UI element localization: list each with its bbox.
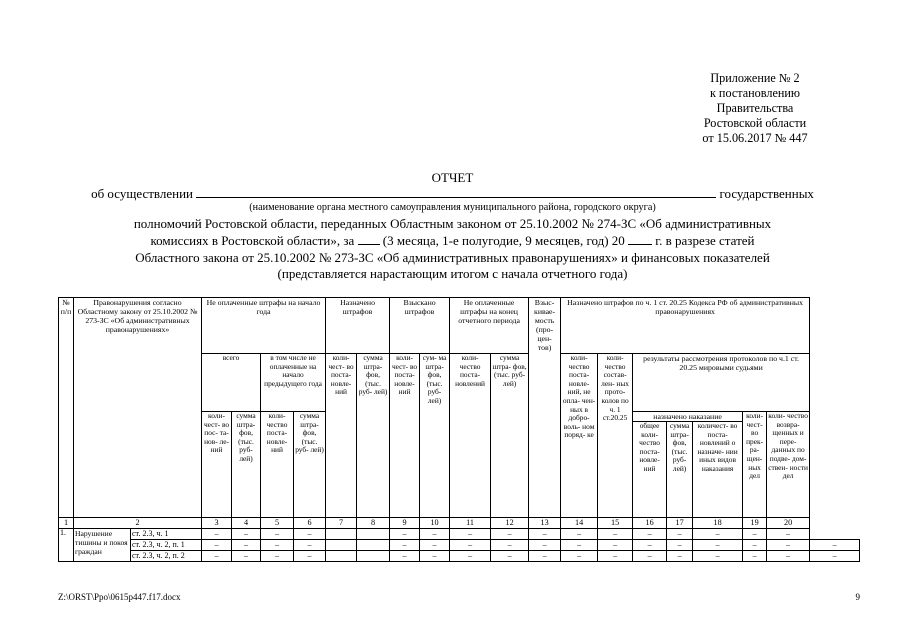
- header-total: всего: [202, 354, 261, 412]
- report-line-3: [0, 233, 905, 249]
- table-cell: –: [202, 540, 232, 551]
- header-unpaid-start-count: коли- чест- во пос- та- нов- ле- ний: [202, 412, 232, 518]
- table-cell: [357, 551, 390, 562]
- table-cell: –: [491, 529, 529, 540]
- table-cell: –: [202, 551, 232, 562]
- col-number: 12: [491, 518, 529, 529]
- appendix-line-5: от 15.06.2017 № 447: [702, 131, 808, 145]
- appendix-line-1: Приложение № 2: [710, 71, 800, 85]
- report-title: ОТЧЕТ: [431, 170, 474, 185]
- header-transferred: коли- чество возвра- щенных и пере- данных по подве- дом- ствен- ности дел: [767, 412, 810, 518]
- table-cell: –: [529, 529, 561, 540]
- header-collected-sum: сум- ма штра- фов, (тыс. руб- лей): [420, 354, 450, 518]
- table-row: [59, 529, 860, 540]
- row-article: ст. 2.3, ч. 2, п. 2: [131, 551, 202, 562]
- col-number: 16: [633, 518, 667, 529]
- table-cell: –: [294, 529, 326, 540]
- table-cell: –: [693, 551, 743, 562]
- report-line-3-a: комиссиях в Ростовской области», за: [150, 233, 355, 248]
- table-cell: –: [294, 551, 326, 562]
- header-assigned-count: коли- чест- во поста- новле- ний: [326, 354, 357, 518]
- table-cell: –: [450, 529, 491, 540]
- header-assigned-sum: сумма штра- фов, (тыс. руб- лей): [357, 354, 390, 518]
- header-terminated: коли- чест- во прек- ра- щен- ных дел: [743, 412, 767, 518]
- report-line-2: полномочий Ростовской области, переданных Областным законом от 25.10.2002 № 274-ЗС «Об административных: [133, 216, 772, 231]
- header-num: № п/п: [59, 298, 74, 518]
- col-number: 5: [261, 518, 294, 529]
- year-blank: [628, 233, 652, 245]
- col-number: 9: [390, 518, 420, 529]
- table-cell: [326, 540, 357, 551]
- table-cell: –: [767, 551, 810, 562]
- header-other-penalty: количест- во поста- новлений о назначе- нии иных видов наказания: [693, 422, 743, 518]
- header-penalty: назначено наказание: [633, 412, 743, 422]
- header-offense: Правонарушения согласно Областному закону от 25.10.2002 № 273-ЗС «Об административных правонарушениях»: [74, 298, 202, 518]
- header-unpaid-end-count: коли- чество поста- новлений: [450, 354, 491, 518]
- table-cell: –: [261, 540, 294, 551]
- table-cell: –: [529, 540, 561, 551]
- table-cell: –: [667, 529, 693, 540]
- table-cell: –: [202, 529, 232, 540]
- col-number: 10: [420, 518, 450, 529]
- table-cell: –: [693, 540, 743, 551]
- row-num: 1.: [59, 529, 74, 562]
- table-cell: –: [667, 540, 693, 551]
- header-incl-prev: в том числе не оплаченные на начало предыдущего года: [261, 354, 326, 412]
- table-cell: –: [810, 551, 860, 562]
- appendix-block: [660, 71, 850, 146]
- col-number: 17: [667, 518, 693, 529]
- col-number: 20: [767, 518, 810, 529]
- table-cell: –: [743, 540, 767, 551]
- col-number: 6: [294, 518, 326, 529]
- header-penalty-count: общее коли- чество поста- новле- ний: [633, 422, 667, 518]
- col-number: 4: [232, 518, 261, 529]
- header-unpaid-voluntary: коли- чество поста- новле- ний, не опла- чен- ных в добро- воль- ном поряд- ке: [561, 354, 598, 518]
- table-cell: –: [598, 551, 633, 562]
- report-line-1-caption: (наименование органа местного самоуправления муниципального района, городского округа): [249, 202, 656, 213]
- table-cell: –: [420, 529, 450, 540]
- report-line-1-left: об осуществлении: [91, 186, 193, 201]
- col-number: 18: [693, 518, 743, 529]
- table-cell: –: [529, 551, 561, 562]
- col-number: 7: [326, 518, 357, 529]
- table-cell: –: [693, 529, 743, 540]
- header-unpaid-end-sum: сумма штра- фов, (тыс. руб- лей): [491, 354, 529, 518]
- appendix-line-2: к постановлению: [709, 86, 801, 100]
- col-number: 3: [202, 518, 232, 529]
- col-number: 11: [450, 518, 491, 529]
- table-cell: –: [294, 540, 326, 551]
- header-court-results: результаты рассмотрения протоколов по ч.1 ст. 20.25 мировыми судьями: [633, 354, 810, 412]
- row-article: ст. 2.3, ч. 1: [131, 529, 202, 540]
- col-number: 19: [743, 518, 767, 529]
- col-number: 2: [74, 518, 202, 529]
- table-cell: [357, 529, 390, 540]
- table-cell: –: [598, 529, 633, 540]
- table-cell: –: [420, 540, 450, 551]
- table-cell: –: [390, 551, 420, 562]
- report-line-1-right: государственных: [719, 186, 814, 201]
- header-assigned: Назначено штрафов: [326, 298, 390, 354]
- table-cell: –: [633, 551, 667, 562]
- table-cell: –: [561, 540, 598, 551]
- report-table: [58, 297, 860, 562]
- col-number: 14: [561, 518, 598, 529]
- appendix-line-3: Правительства: [716, 101, 794, 115]
- header-collected-count: коли- чест- во поста- новле- ний: [390, 354, 420, 518]
- table-cell: –: [232, 540, 261, 551]
- header-fines-20-25: Назначено штрафов по ч. 1 ст. 20.25 Кодекса РФ об административных правонарушениях: [561, 298, 810, 354]
- table-row: [59, 551, 860, 562]
- period-blank: [358, 233, 380, 245]
- header-collected: Взыскано штрафов: [390, 298, 450, 354]
- appendix-line-4: Ростовской области: [703, 116, 807, 130]
- table-cell: –: [232, 529, 261, 540]
- report-line-5: (представляется нарастающим итогом с начала отчетного года): [277, 266, 628, 281]
- col-number: 15: [598, 518, 633, 529]
- table-cell: –: [261, 551, 294, 562]
- header-unpaid-start: Не оплаченные штрафы на начало года: [202, 298, 326, 354]
- table-cell: –: [390, 529, 420, 540]
- report-line-4: Областного закона от 25.10.2002 № 273-ЗС «Об административных правонарушениях» и финансовых показателей: [135, 250, 770, 265]
- table-cell: [326, 551, 357, 562]
- col-number: 13: [529, 518, 561, 529]
- file-path: Z:\ORST\Ppo\0615p447.f17.docx: [58, 592, 181, 602]
- header-penalty-sum: сумма штра- фов, (тыс. руб- лей): [667, 422, 693, 518]
- header-collection-rate: Взыс- кивае- мость (про- цен- тов): [529, 298, 561, 518]
- col-number: 1: [59, 518, 74, 529]
- table-cell: –: [598, 540, 633, 551]
- table-cell: –: [450, 551, 491, 562]
- report-line-3-c: г. в разрезе статей: [655, 233, 755, 248]
- table-cell: –: [561, 529, 598, 540]
- table-cell: –: [390, 540, 420, 551]
- row-article: ст. 2.3, ч. 2, п. 1: [131, 540, 202, 551]
- table-cell: –: [767, 529, 810, 540]
- row-offense-name: Нарушение тишины и покоя граждан: [74, 529, 131, 562]
- table-cell: –: [743, 551, 767, 562]
- table-cell: –: [633, 529, 667, 540]
- table-cell: –: [232, 551, 261, 562]
- table-cell: [326, 529, 357, 540]
- header-prev-count: коли- чество поста- новле- ний: [261, 412, 294, 518]
- table-cell: –: [810, 540, 860, 551]
- table-cell: –: [420, 551, 450, 562]
- col-number: 8: [357, 518, 390, 529]
- page-number: 9: [855, 592, 860, 602]
- table-cell: [357, 540, 390, 551]
- table-cell: –: [491, 551, 529, 562]
- table-cell: –: [743, 529, 767, 540]
- report-line-3-b: (3 месяца, 1-е полугодие, 9 месяцев, год) 20: [382, 233, 625, 248]
- header-unpaid-end: Не оплаченные штрафы на конец отчетного периода: [450, 298, 529, 354]
- table-cell: –: [667, 551, 693, 562]
- table-cell: –: [261, 529, 294, 540]
- header-unpaid-start-sum: сумма штра- фов, (тыс. руб- лей): [232, 412, 261, 518]
- table-row: [59, 540, 860, 551]
- table-cell: –: [767, 540, 810, 551]
- table-cell: –: [561, 551, 598, 562]
- report-line-1: [0, 186, 905, 202]
- table-cell: –: [450, 540, 491, 551]
- organ-name-blank: [196, 186, 716, 198]
- header-prev-sum: сумма штра- фов, (тыс. руб- лей): [294, 412, 326, 518]
- header-protocols-count: коли- чество состав- лен- ных прото- колов по ч. 1 ст.20.25: [598, 354, 633, 518]
- table-cell: –: [491, 540, 529, 551]
- table-cell: –: [633, 540, 667, 551]
